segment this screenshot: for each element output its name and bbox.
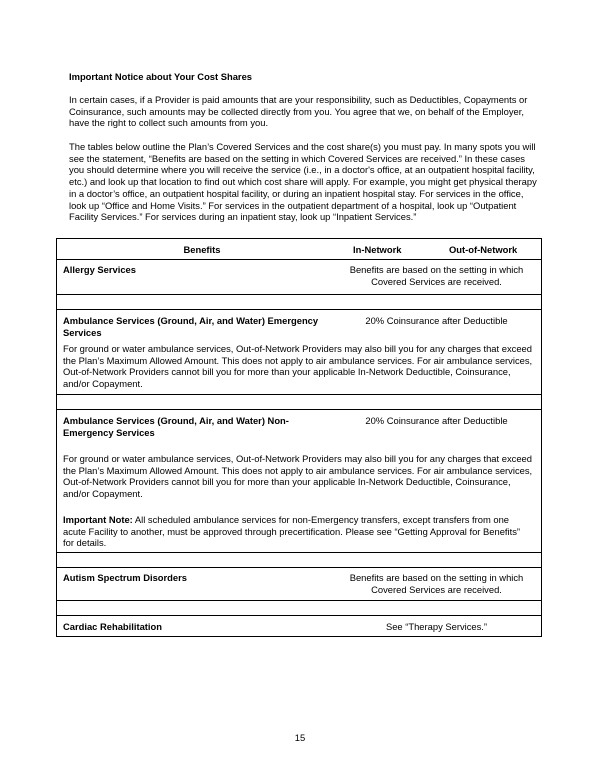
- important-note: [63, 514, 533, 549]
- table-row: [57, 260, 542, 295]
- benefit-name: Ambulance Services (Ground, Air, and Water) Non-Emergency Services: [63, 415, 289, 438]
- notice-title: Important Notice about Your Cost Shares: [69, 71, 253, 82]
- benefit-name: Allergy Services: [63, 264, 136, 275]
- benefit-cost: See “Therapy Services.”: [385, 621, 488, 632]
- benefit-description: For ground or water ambulance services, Out-of-Network Providers may also bill you for any charges that exceed the Plan’s Maximum Allowed Amount. This does not apply to air ambulance services. For air ambulance services, Out-of-Network Providers cannot bill you for more than your applicable In-Network Deductible, Coinsurance, and/or Copayment.: [63, 343, 533, 390]
- table-row: [57, 616, 542, 637]
- table-spacer-row: [57, 295, 542, 310]
- benefit-cost: 20% Coinsurance after Deductible: [365, 415, 508, 426]
- header-out-of-network: Out-of-Network: [449, 244, 518, 255]
- table-row: [57, 410, 542, 553]
- table-spacer-row: [57, 395, 542, 410]
- benefit-cost: Benefits are based on the setting in which Covered Services are received.: [349, 264, 524, 287]
- benefit-name: Autism Spectrum Disorders: [63, 572, 187, 583]
- notice-paragraph-1: In certain cases, if a Provider is paid amounts that are your responsibility, such as Deductibles, Copayments or Coinsurance, such amounts may be collected directly from you. You agree that we, on behalf of the Employer, have the right to collect such amounts from you.: [69, 94, 528, 129]
- benefit-name: Cardiac Rehabilitation: [63, 621, 162, 632]
- table-row: [57, 310, 542, 395]
- page-number: 15: [294, 732, 306, 743]
- header-benefits: Benefits: [183, 244, 221, 255]
- benefit-cost: Benefits are based on the setting in which Covered Services are received.: [349, 572, 524, 595]
- table-spacer-row: [57, 601, 542, 616]
- benefit-name: Ambulance Services (Ground, Air, and Water) Emergency Services: [63, 315, 319, 338]
- important-note-label: Important Note:: [63, 514, 133, 525]
- notice-paragraph-2: The tables below outline the Plan’s Covered Services and the cost share(s) you must pay. In many spots you will see the statement, “Benefits are based on the setting in which Covered Services are received.” In these cases you should determine where you will receive the service (i.e., in a doctor's office, at an outpatient hospital facility, etc.) and look up that location to find out which cost share will apply. For example, you might get physical therapy in a doctor’s office, an outpatient hospital facility, or during an inpatient hospital stay. For services in the office, look up “Office and Home Visits.” For services in the outpatient department of a hospital, look up “Outpatient Facility Services.” For services during an inpatient stay, look up “Inpatient Services.”: [69, 141, 537, 223]
- header-in-network: In-Network: [353, 244, 402, 255]
- important-note-text: All scheduled ambulance services for non-Emergency transfers, except transfers from one acute Facility to another, must be approved through precertification. Please see “Getting Approval for Benefits” for details.: [63, 514, 521, 549]
- benefit-description: For ground or water ambulance services, Out-of-Network Providers may also bill you for any charges that exceed the Plan’s Maximum Allowed Amount. This does not apply to air ambulance services. For air ambulance services, Out-of-Network Providers cannot bill you for more than your applicable In-Network Deductible, Coinsurance, and/or Copayment.: [63, 453, 533, 500]
- benefit-cost: 20% Coinsurance after Deductible: [365, 315, 508, 326]
- table-row: [57, 568, 542, 601]
- table-spacer-row: [57, 553, 542, 568]
- table-header-row: [57, 239, 542, 260]
- benefits-table: [56, 238, 542, 637]
